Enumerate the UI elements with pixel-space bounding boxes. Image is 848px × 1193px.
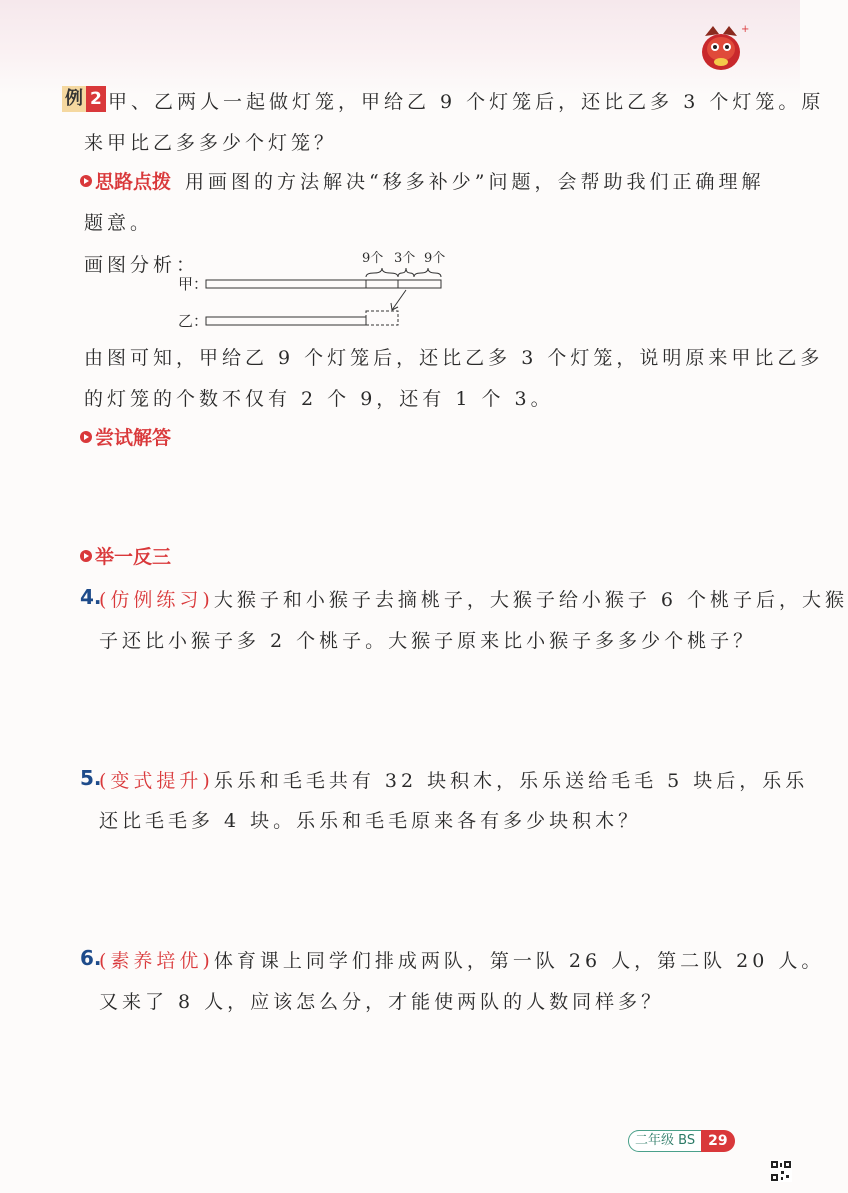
svg-text:+: + bbox=[741, 24, 750, 35]
bar-yi bbox=[206, 317, 366, 325]
question-5-line-2: 还比毛毛多 4 块。乐乐和毛毛原来各有多少块积木？ bbox=[99, 810, 642, 832]
mascot-icon bbox=[697, 22, 750, 74]
hint-line-2: 题意。 bbox=[84, 212, 154, 234]
brace-2 bbox=[398, 268, 414, 277]
bullet-arrow-icon bbox=[80, 550, 92, 562]
question-5-line-1 bbox=[99, 766, 808, 793]
question-number: 4. bbox=[80, 585, 102, 609]
question-tag: (仿例练习) bbox=[99, 589, 214, 611]
header-band bbox=[0, 0, 800, 95]
bar-yi-dashed bbox=[366, 311, 398, 325]
question-text: 体育课上同学们排成两队，第一队 26 人，第二队 20 人。 bbox=[213, 950, 825, 972]
page-footer-badge bbox=[628, 1130, 735, 1152]
try-heading: 尝试解答 bbox=[95, 427, 172, 449]
question-tag: (变式提升) bbox=[99, 770, 214, 792]
analysis-line-1: 由图可知，甲给乙 9 个灯笼后，还比乙多 3 个灯笼，说明原来甲比乙多 bbox=[84, 347, 824, 369]
grade-label: 二年级 BS bbox=[628, 1130, 702, 1152]
bullet-arrow-icon bbox=[80, 431, 92, 443]
qr-code-icon bbox=[770, 1160, 792, 1182]
brace-label-3: 9个 bbox=[424, 251, 446, 266]
brace-label-1: 9个 bbox=[362, 251, 384, 266]
diagram-label-jia: 甲： bbox=[178, 275, 209, 293]
practice-section bbox=[80, 542, 171, 569]
transfer-arrow bbox=[392, 290, 406, 310]
example-line-2: 来甲比乙多多少个灯笼？ bbox=[84, 132, 338, 154]
hint-row bbox=[80, 167, 764, 194]
brace-label-2: 3个 bbox=[394, 251, 416, 266]
hint-heading: 思路点拨 bbox=[95, 171, 172, 193]
example-label bbox=[62, 86, 106, 112]
question-tag: (素养培优) bbox=[99, 950, 214, 972]
try-section bbox=[80, 423, 171, 450]
bullet-arrow-icon bbox=[80, 175, 92, 187]
question-4-line-2: 子还比小猴子多 2 个桃子。大猴子原来比小猴子多多少个桃子？ bbox=[99, 630, 757, 652]
question-6-line-2: 又来了 8 人，应该怎么分，才能使两队的人数同样多？ bbox=[99, 991, 665, 1013]
example-number: 2 bbox=[86, 86, 106, 112]
page-number: 29 bbox=[701, 1130, 734, 1152]
question-text: 大猴子和小猴子去摘桃子，大猴子给小猴子 6 个桃子后，大猴 bbox=[213, 589, 848, 611]
diagram-caption: 画图分析： bbox=[84, 254, 200, 276]
question-number: 6. bbox=[80, 946, 102, 970]
brace-3 bbox=[414, 268, 441, 277]
question-6-line-1 bbox=[99, 946, 824, 973]
practice-heading: 举一反三 bbox=[95, 546, 172, 568]
question-4-line-1 bbox=[99, 585, 848, 612]
example-line-1: 甲、乙两人一起做灯笼，甲给乙 9 个灯笼后，还比乙多 3 个灯笼。原 bbox=[108, 91, 825, 113]
question-text: 乐乐和毛毛共有 32 块积木，乐乐送给毛毛 5 块后，乐乐 bbox=[213, 770, 809, 792]
bar-diagram bbox=[170, 246, 470, 331]
analysis-line-2: 的灯笼的个数不仅有 2 个 9，还有 1 个 3。 bbox=[84, 388, 554, 410]
example-char: 例 bbox=[62, 86, 86, 112]
diagram-label-yi: 乙： bbox=[178, 312, 209, 330]
hint-line-1: 用画图的方法解决“移多补少”问题，会帮助我们正确理解 bbox=[185, 171, 765, 193]
brace-1 bbox=[366, 268, 398, 277]
question-number: 5. bbox=[80, 766, 102, 790]
bar-jia bbox=[206, 280, 441, 288]
